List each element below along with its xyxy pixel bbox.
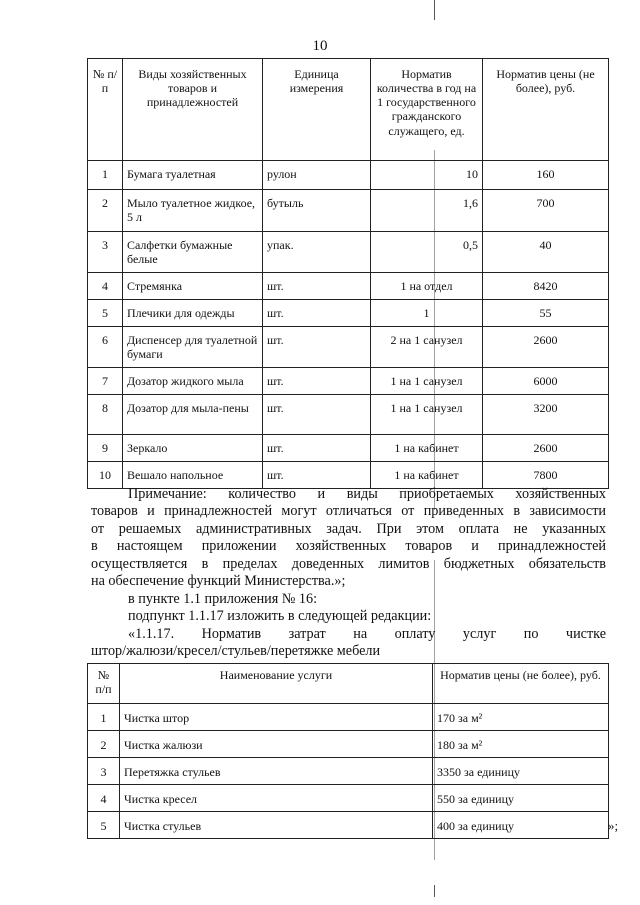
col-header-name: Виды хозяйственных товаров и принадлежностей bbox=[123, 59, 263, 161]
cell-num: 2 bbox=[88, 731, 120, 758]
scan-artifact-line bbox=[434, 0, 435, 20]
cell-price: 6000 bbox=[483, 368, 609, 395]
cell-price: 160 bbox=[483, 161, 609, 190]
col-header-service: Наименование услуги bbox=[120, 664, 433, 704]
col-header-price: Норматив цены (не более), руб. bbox=[433, 664, 609, 704]
cell-num: 4 bbox=[88, 273, 123, 300]
note-line: в настоящем приложении хозяйственных товаров и принадлежностей bbox=[91, 538, 606, 555]
clause-heading: штор/жалюзи/кресел/стульев/перетяжке мебели bbox=[91, 643, 381, 660]
cell-unit: шт. bbox=[263, 273, 371, 300]
table-row bbox=[88, 300, 609, 327]
cell-price: 170 за м² bbox=[433, 704, 609, 731]
services-table bbox=[87, 663, 609, 839]
table-row bbox=[88, 812, 609, 839]
cell-num: 4 bbox=[88, 785, 120, 812]
cell-num: 5 bbox=[88, 812, 120, 839]
cell-num: 5 bbox=[88, 300, 123, 327]
table-row bbox=[88, 758, 609, 785]
note-line: на обеспечение функций Министерства.»; bbox=[91, 573, 346, 590]
cell-price: 2600 bbox=[483, 327, 609, 368]
cell-qty: 0,5 bbox=[371, 232, 483, 273]
cell-price: 40 bbox=[483, 232, 609, 273]
cell-unit: шт. bbox=[263, 300, 371, 327]
cell-name: Диспенсер для туалетной бумаги bbox=[123, 327, 263, 368]
cell-name: Вешало напольное bbox=[123, 462, 263, 489]
cell-num: 10 bbox=[88, 462, 123, 489]
cell-service: Чистка кресел bbox=[120, 785, 433, 812]
note-line: Примечание: количество и виды приобретаемых хозяйственных bbox=[128, 486, 606, 502]
cell-price: 3200 bbox=[483, 395, 609, 435]
table-row bbox=[88, 704, 609, 731]
cell-name: Зеркало bbox=[123, 435, 263, 462]
col-header-norm-qty: Норматив количества в год на 1 государственного гражданского служащего, ед. bbox=[371, 59, 483, 161]
cell-name: Плечики для одежды bbox=[123, 300, 263, 327]
clause-block bbox=[91, 591, 606, 661]
col-header-unit: Единица измерения bbox=[263, 59, 371, 161]
cell-num: 9 bbox=[88, 435, 123, 462]
cell-qty: 1,6 bbox=[371, 190, 483, 232]
table-row bbox=[88, 785, 609, 812]
cell-unit: рулон bbox=[263, 161, 371, 190]
cell-num: 6 bbox=[88, 327, 123, 368]
cell-service: Перетяжка стульев bbox=[120, 758, 433, 785]
cell-qty: 2 на 1 санузел bbox=[371, 327, 483, 368]
scan-artifact-line bbox=[434, 885, 435, 897]
cell-num: 2 bbox=[88, 190, 123, 232]
table-row bbox=[88, 731, 609, 758]
cell-num: 3 bbox=[88, 758, 120, 785]
col-header-norm-price: Норматив цены (не более), руб. bbox=[483, 59, 609, 161]
cell-num: 8 bbox=[88, 395, 123, 435]
cell-price: 400 за единицу bbox=[433, 812, 609, 839]
table-row bbox=[88, 395, 609, 435]
table-row bbox=[88, 462, 609, 489]
cell-qty: 1 на отдел bbox=[371, 273, 483, 300]
household-goods-table bbox=[87, 58, 609, 489]
cell-name: Салфетки бумажные белые bbox=[123, 232, 263, 273]
cell-service: Чистка жалюзи bbox=[120, 731, 433, 758]
cell-unit: бутыль bbox=[263, 190, 371, 232]
page-number: 10 bbox=[312, 38, 328, 54]
col-header-num: № п/п bbox=[88, 59, 123, 161]
table-row bbox=[88, 273, 609, 300]
cell-name: Дозатор жидкого мыла bbox=[123, 368, 263, 395]
table-row bbox=[88, 190, 609, 232]
clause-heading: «1.1.17. Норматив затрат на оплату услуг по чистке bbox=[128, 625, 606, 642]
table-row bbox=[88, 435, 609, 462]
cell-qty: 1 на кабинет bbox=[371, 462, 483, 489]
cell-qty: 1 на 1 санузел bbox=[371, 395, 483, 435]
cell-unit: шт. bbox=[263, 462, 371, 489]
cell-unit: шт. bbox=[263, 327, 371, 368]
cell-price: 8420 bbox=[483, 273, 609, 300]
cell-num: 7 bbox=[88, 368, 123, 395]
note-paragraph bbox=[91, 486, 606, 590]
cell-price: 2600 bbox=[483, 435, 609, 462]
col-header-num: № п/п bbox=[88, 664, 120, 704]
cell-qty: 1 на кабинет bbox=[371, 435, 483, 462]
cell-price: 550 за единицу bbox=[433, 785, 609, 812]
closing-quote: »; bbox=[608, 818, 619, 833]
cell-price: 3350 за единицу bbox=[433, 758, 609, 785]
cell-price: 180 за м² bbox=[433, 731, 609, 758]
cell-price: 700 bbox=[483, 190, 609, 232]
cell-qty: 1 на 1 санузел bbox=[371, 368, 483, 395]
cell-service: Чистка стульев bbox=[120, 812, 433, 839]
cell-num: 1 bbox=[88, 704, 120, 731]
table-row bbox=[88, 161, 609, 190]
cell-qty: 1 bbox=[371, 300, 483, 327]
cell-qty: 10 bbox=[371, 161, 483, 190]
note-line: товаров и принадлежностей могут отличаться от приведенных в зависимости bbox=[91, 503, 606, 520]
cell-name: Мыло туалетное жидкое, 5 л bbox=[123, 190, 263, 232]
table-row bbox=[88, 232, 609, 273]
cell-price: 7800 bbox=[483, 462, 609, 489]
clause-line: подпункт 1.1.17 изложить в следующей редакции: bbox=[128, 608, 432, 625]
cell-service: Чистка штор bbox=[120, 704, 433, 731]
cell-unit: шт. bbox=[263, 395, 371, 435]
note-line: от решаемых административных задач. При этом оплата не указанных bbox=[91, 520, 606, 537]
cell-num: 1 bbox=[88, 161, 123, 190]
cell-unit: шт. bbox=[263, 435, 371, 462]
clause-line: в пункте 1.1 приложения № 16: bbox=[128, 591, 318, 607]
cell-num: 3 bbox=[88, 232, 123, 273]
table-header-row bbox=[88, 664, 609, 704]
table-row bbox=[88, 327, 609, 368]
cell-name: Стремянка bbox=[123, 273, 263, 300]
cell-unit: шт. bbox=[263, 368, 371, 395]
cell-price: 55 bbox=[483, 300, 609, 327]
note-line: осуществляется в пределах доведенных лимитов бюджетных обязательств bbox=[91, 555, 606, 572]
table-header-row bbox=[88, 59, 609, 161]
cell-name: Бумага туалетная bbox=[123, 161, 263, 190]
table-row bbox=[88, 368, 609, 395]
cell-name: Дозатор для мыла-пены bbox=[123, 395, 263, 435]
cell-unit: упак. bbox=[263, 232, 371, 273]
